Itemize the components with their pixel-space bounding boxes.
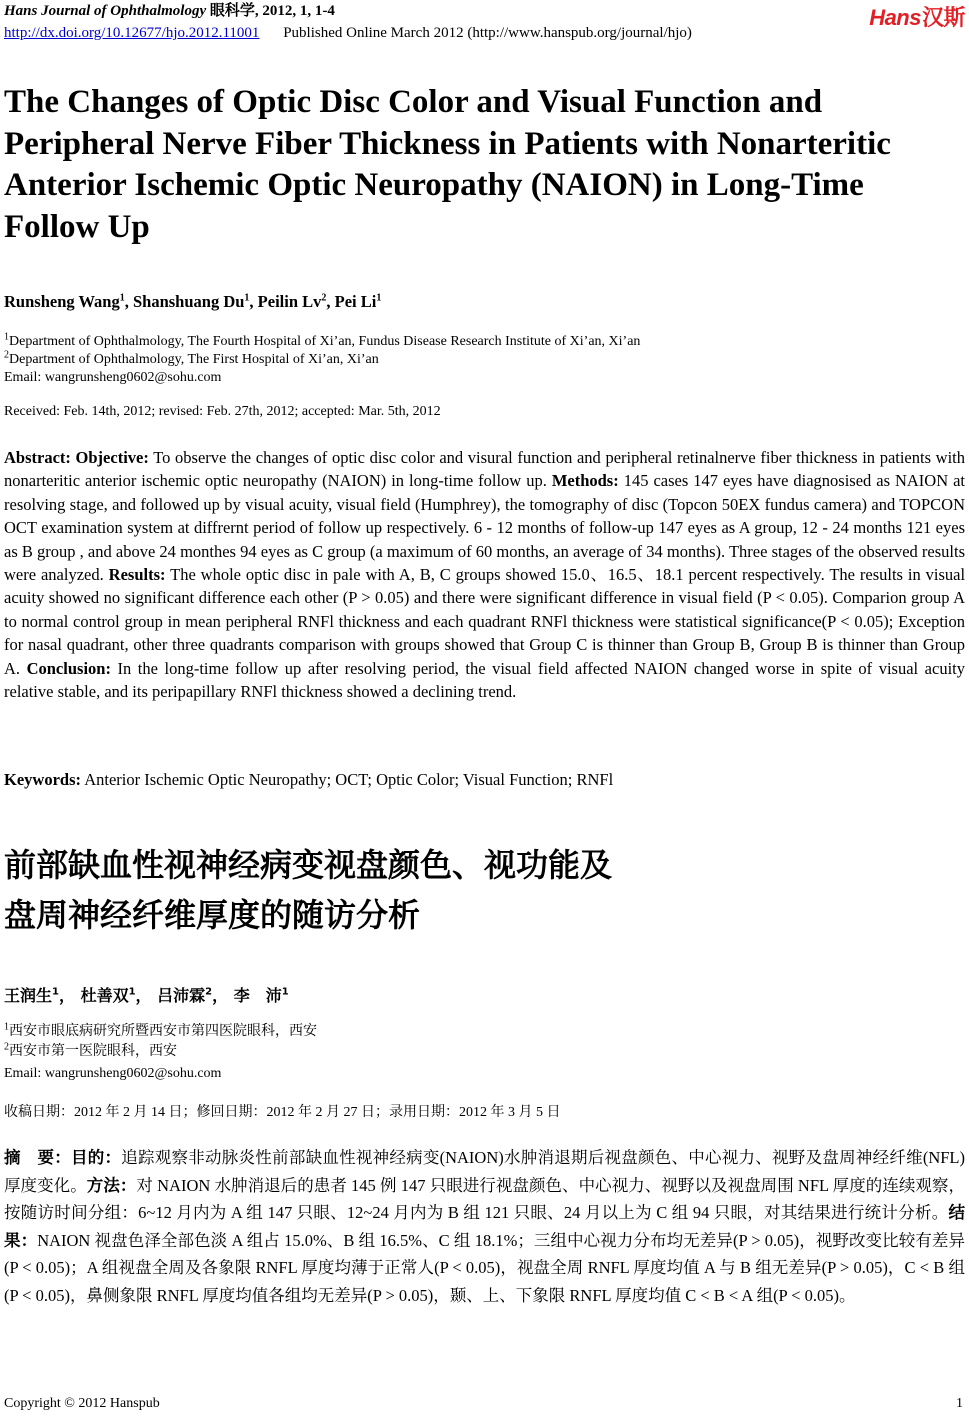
author-affil-sup: 1 <box>281 986 289 998</box>
journal-header <box>4 2 335 20</box>
author-name: Pei Li <box>334 292 377 311</box>
author-name-cn: 李 沛 <box>233 986 282 1005</box>
methods-text: 145 cases 147 eyes have diagnosised as NAION at resolving stage, and followed up by visual acuity, visual field (Humphrey), the tomography of disc (Topcon 50EX fundus camera) and TOPCON OCT examination system at diffrernt period of follow up respectively. 6 - 12 months of follow-up 147 eyes as A group, 12 - 24 months 121 eyes as B group , and above 24 monthes 94 eyes as C group (a maximum of 60 months, an average of 34 months). Three stages of the observed results were analyzed. <box>4 471 966 585</box>
authors-chinese: 王润生$^1$， 杜善双$^1$， 吕沛霖$^2$， 李 沛$^1$ <box>4 986 289 1005</box>
author-affil-sup: 2 <box>205 986 213 998</box>
authors-english: Runsheng Wang$^1$, Shanshuang Du$^1$, Peilin Lv$^2$, Pei Li$^1$ <box>4 292 382 311</box>
hans-logo <box>869 1 965 32</box>
affiliation-text: 西安市第一医院眼科，西安 <box>9 1044 177 1059</box>
author-affil-sup: 1 <box>119 292 125 304</box>
affiliation-text: Department of Ophthalmology, The Fourth Hospital of Xi’an, Fundus Disease Research Institute of Xi’an, Xi’an <box>9 334 641 349</box>
author-affil-sup: 2 <box>321 292 327 304</box>
title-english: The Changes of Optic Disc Color and Visual Function and Peripheral Nerve Fiber Thickness in Patients with Nonarteritic Anterior Ischemic Optic Neuropathy (NAION) in Long-Time Follow Up <box>4 84 891 245</box>
abstract-chinese <box>4 1144 965 1309</box>
objective-label: Objective: <box>75 448 149 467</box>
objective-label-cn: 目的： <box>71 1148 122 1167</box>
page-number: 1 <box>956 1396 963 1411</box>
author-affil-sup: 1 <box>244 292 250 304</box>
email-en: Email: wangrunsheng0602@sohu.com <box>4 370 222 385</box>
author-name: Shanshuang Du <box>132 292 245 311</box>
author-name: Runsheng Wang <box>4 292 120 311</box>
keywords-label: Keywords: <box>4 770 81 789</box>
keywords-text: Anterior Ischemic Optic Neuropathy; OCT; Optic Color; Visual Function; RNFl <box>84 770 614 789</box>
title-chinese-line-2: 盘周神经纤维厚度的随访分析 <box>4 896 421 934</box>
affiliation-sup: 1 <box>4 331 9 343</box>
conclusion-text: In the long-time follow up after resolving period, the visual field affected NAION changed worse in spite of visual acuity relative stable, and its peripapillary RNFl thickness showed a declining trend. <box>4 658 965 702</box>
email-cn: Email: wangrunsheng0602@sohu.com <box>4 1066 222 1081</box>
author-name: Peilin Lv <box>257 292 322 311</box>
results-text-cn: NAION 视盘色泽全部色淡 A 组占 15.0%、B 组 16.5%、C 组 18.1%；三组中心视力分布均无差异(P > 0.05)，视野改变比较有差异(P < 0.05)；A 组视盘全周及各象限 RNFL 厚度均薄于正常人(P < 0.05)，视盘全周 RNFL 厚度均值 A 与 B 组无差异(P > 0.05)，C < B 组(P < 0.05)，鼻侧象限 RNFL 厚度均值各组均无差异(P > 0.05)，颞、上、下象限 RNFL 厚度均值 C < B < A 组(P < 0.05)。 <box>4 1230 965 1305</box>
published-online: Published Online March 2012 (http://www.hanspub.org/journal/hjo) <box>283 25 692 41</box>
title-chinese <box>4 840 612 940</box>
received-dates-cn: 收稿日期：2012 年 2 月 14 日；修回日期：2012 年 2 月 27 日；录用日期：2012 年 3 月 5 日 <box>4 1105 561 1120</box>
title-chinese-line-1: 前部缺血性视神经病变视盘颜色、视功能及 <box>4 846 613 884</box>
affiliation-sup: 1 <box>4 1021 9 1033</box>
doi-link[interactable]: http://dx.doi.org/10.12677/hjo.2012.11001 <box>4 25 260 41</box>
conclusion-label: Conclusion: <box>26 658 111 678</box>
affiliation-text: Department of Ophthalmology, The First Hospital of Xi’an, Xi’an <box>9 352 379 367</box>
abstract-english <box>4 446 965 703</box>
methods-label: Methods: <box>551 471 619 491</box>
affiliation-1-cn <box>4 1023 964 1041</box>
methods-label-cn: 方法： <box>86 1175 137 1195</box>
author-affil-sup: 1 <box>376 292 382 304</box>
results-text: The whole optic disc in pale with A, B, C groups showed 15.0、16.5、18.1 percent respectively. The results in visual acuity showed no significant difference each other (P > 0.05) and there were significant difference in visual field (P < 0.05). Comparion group A to normal control group in mean peripheral RNFl thickness and each quadrant RNFl thickness were statistical significance(P < 0.05); Exception for nasal quadrant, other three quadrants comparison with groups showed that Group C is thinner than Group B, Group B is thinner than Group A. <box>4 565 966 678</box>
affiliation-1-en <box>4 333 964 351</box>
logo-text-en: Hans <box>869 5 921 30</box>
methods-text-cn: 对 NAION 水肿消退后的患者 145 例 147 只眼进行视盘颜色、中心视力、视野以及视盘周围 NFL 厚度的连续观察，按随访时间分组：6~12 月内为 A 组 147 只眼、12~24 月内为 B 组 121 只眼、24 月以上为 C 组 94 只眼，对其结果进行统计分析。 <box>4 1175 966 1222</box>
received-dates-en: Received: Feb. 14th, 2012; revised: Feb. 27th, 2012; accepted: Mar. 5th, 2012 <box>4 404 441 419</box>
affiliation-2-cn <box>4 1043 964 1061</box>
affiliation-sup: 2 <box>4 349 9 361</box>
objective-text-cn: 追踪观察非动脉炎性前部缺血性视神经病变(NAION)水肿消退期后视盘颜色、中心视力、视野及盘周神经纤维(NFL)厚度变化。 <box>4 1148 966 1195</box>
author-affil-sup: 1 <box>128 986 136 998</box>
author-name-cn: 杜善双 <box>80 986 129 1005</box>
author-name-cn: 吕沛霖 <box>157 986 206 1005</box>
journal-volume: 眼科学, 2012, 1, 1-4 <box>209 3 335 19</box>
affiliation-text: 西安市眼底病研究所暨西安市第四医院眼科，西安 <box>9 1024 317 1039</box>
abstract-label: Abstract: <box>4 448 71 467</box>
keywords-english <box>4 770 613 790</box>
results-label-cn: 结果： <box>4 1203 965 1250</box>
objective-text: To observe the changes of optic disc color and visural function and peripheral retinalnerve fiber thickness in patients with nonarteritic anterior ischemic optic neuropathy (NAION) in long-time follow up. <box>4 448 965 491</box>
abstract-label-cn: 摘 要： <box>4 1148 72 1167</box>
author-name-cn: 王润生 <box>4 986 53 1005</box>
author-affil-sup: 1 <box>52 986 59 998</box>
logo-text-cn: 汉斯 <box>921 5 965 30</box>
results-label: Results: <box>108 565 166 585</box>
journal-name: Hans Journal of Ophthalmology <box>4 3 207 19</box>
copyright-footer: Copyright © 2012 Hanspub <box>4 1396 160 1411</box>
affiliation-2-en <box>4 351 964 369</box>
publication-line <box>4 24 692 42</box>
affiliation-sup: 2 <box>4 1041 9 1053</box>
